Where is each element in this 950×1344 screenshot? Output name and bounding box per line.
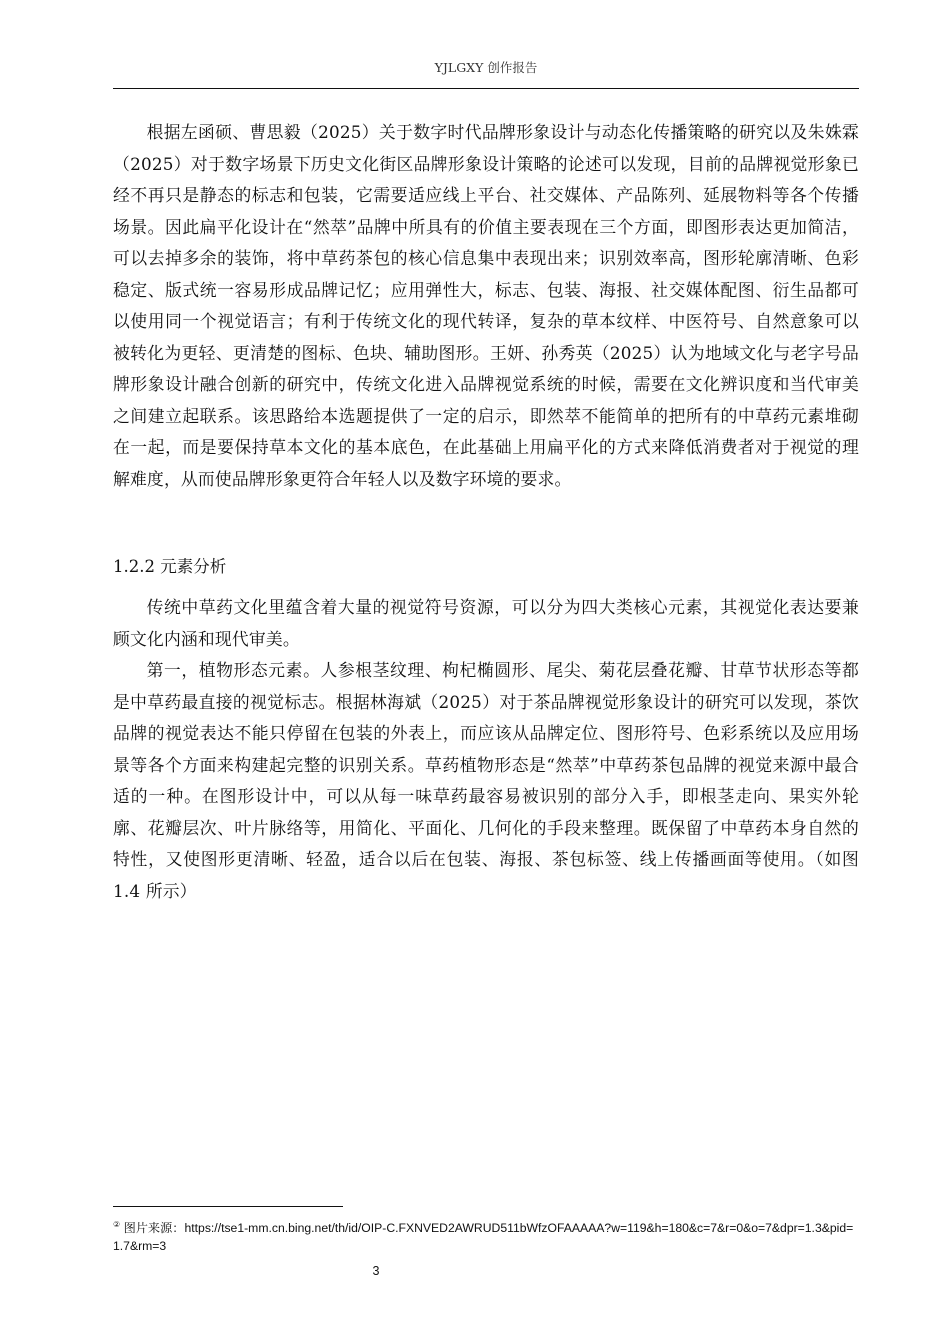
footnote-marker: ② xyxy=(113,1220,121,1229)
page-number: 3 xyxy=(372,1264,380,1278)
footnote-divider xyxy=(113,1206,343,1207)
footnote-url: https://tse1-mm.cn.bing.net/th/id/OIP-C.FXNVED2AWRUD511bWfzOFAAAAA?w=119&h=180&c=7&r=0&o=7&dpr=1.3&pid=1.7&rm=3 xyxy=(113,1221,854,1254)
intro-text-block xyxy=(113,117,859,495)
section-heading: 1.2.2 元素分析 xyxy=(113,557,227,576)
intro-paragraph: 根据左函硕、曹思毅（2025）关于数字时代品牌形象设计与动态化传播策略的研究以及朱姝霖（2025）对于数字场景下历史文化街区品牌形象设计策略的论述可以发现，目前的品牌视觉形象已经不再只是静态的标志和包装，它需要适应线上平台、社交媒体、产品陈列、延展物料等各个传播场景。因此扁平化设计在“然萃”品牌中所具有的价值主要表现在三个方面，即图形表达更加简洁，可以去掉多余的装饰，将中草药茶包的核心信息集中表现出来；识别效率高，图形轮廓清晰、色彩稳定、版式统一容易形成品牌记忆；应用弹性大，标志、包装、海报、社交媒体配图、衍生品都可以使用同一个视觉语言；有利于传统文化的现代转译，复杂的草本纹样、中医符号、自然意象可以被转化为更轻、更清楚的图标、色块、辅助图形。王妍、孙秀英（2025）认为地域文化与老字号品牌形象设计融合创新的研究中，传统文化进入品牌视觉系统的时候，需要在文化辨识度和当代审美之间建立起联系。该思路给本选题提供了一定的启示，即然萃不能简单的把所有的中草药元素堆砌在一起，而是要保持草本文化的基本底色，在此基础上用扁平化的方式来降低消费者对于视觉的理解难度，从而使品牌形象更符合年轻人以及数字环境的要求。 xyxy=(113,122,859,489)
footnote-label: 图片来源： xyxy=(123,1221,185,1236)
element-analysis-paragraph-1: 传统中草药文化里蕴含着大量的视觉符号资源，可以分为四大类核心元素，其视觉化表达要兼顾文化内涵和现代审美。 xyxy=(113,597,859,649)
header-divider xyxy=(113,88,859,89)
element-analysis-paragraph-2: 第一，植物形态元素。人参根茎纹理、枸杞椭圆形、尾尖、菊花层叠花瓣、甘草节状形态等都是中草药最直接的视觉标志。根据林海斌（2025）对于茶品牌视觉形象设计的研究可以发现，茶饮品牌的视觉表达不能只停留在包装的外表上，而应该从品牌定位、图形符号、色彩系统以及应用场景等各个方面来构建起完整的识别关系。草药植物形态是“然萃”中草药茶包品牌的视觉来源中最合适的一种。在图形设计中，可以从每一味草药最容易被识别的部分入手，即根茎走向、果实外轮廓、花瓣层次、叶片脉络等，用简化、平面化、几何化的手段来整理。既保留了中草药本身自然的特性，又使图形更清晰、轻盈，适合以后在包装、海报、茶包标签、线上传播画面等使用。（如图 1.4 所示） xyxy=(113,660,859,901)
page-header: YJLGXY 创作报告 xyxy=(434,60,538,75)
footnote xyxy=(113,1216,859,1255)
element-analysis-text-block xyxy=(113,592,859,907)
